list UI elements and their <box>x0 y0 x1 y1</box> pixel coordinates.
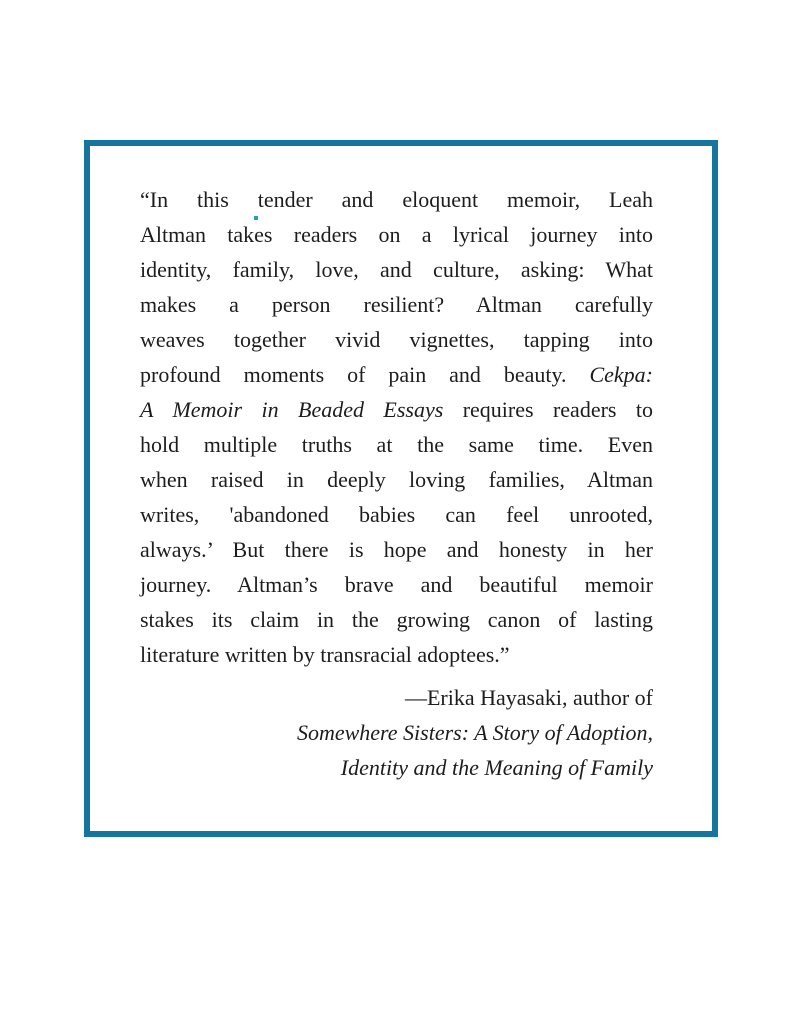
quote-line <box>140 252 653 287</box>
quote-text: weaves together vivid vignettes, tapping into <box>140 327 653 352</box>
quote-line <box>140 427 653 462</box>
attribution-line: Somewhere Sisters: A Story of Adoption, <box>296 720 653 745</box>
quote-line <box>140 532 653 567</box>
quote-text: profound moments of pain and beauty. <box>140 362 590 387</box>
quote-text: hold multiple truths at the same time. Even <box>140 432 653 457</box>
quote-text: always.’ But there is hope and honesty in her <box>140 537 653 562</box>
quote-paragraph <box>140 182 653 672</box>
quote-text: when raised in deeply loving families, Altman <box>140 467 653 492</box>
quote-text: writes, 'abandoned babies can feel unrooted, <box>140 502 653 527</box>
quote-line <box>140 287 653 322</box>
attribution-line: —Erika Hayasaki, author of <box>404 685 653 710</box>
quote-text: stakes its claim in the growing canon of lasting <box>140 607 653 632</box>
quote-line <box>140 357 653 392</box>
quote-text: literature written by transracial adoptees.” <box>140 642 510 667</box>
book-title-italic: A Memoir in Beaded Essays <box>140 397 444 422</box>
quote-line <box>140 462 653 497</box>
quote-text: “In this tender and eloquent memoir, Leah <box>140 187 653 212</box>
attribution-line: Identity and the Meaning of Family <box>340 755 653 780</box>
quote-box <box>84 140 718 837</box>
quote-text: Altman takes readers on a lyrical journey into <box>140 222 653 247</box>
attribution <box>140 680 653 785</box>
quote-text: makes a person resilient? Altman carefully <box>140 292 653 317</box>
quote-line <box>140 637 653 672</box>
quote-line <box>140 182 653 217</box>
quote-text: requires readers to <box>443 397 653 422</box>
quote-text: journey. Altman’s brave and beautiful memoir <box>140 572 653 597</box>
quote-line <box>140 392 653 427</box>
quote-line <box>140 602 653 637</box>
quote-line <box>140 567 653 602</box>
quote-line <box>140 322 653 357</box>
book-title-italic: Cekpa: <box>589 362 653 387</box>
quote-text: identity, family, love, and culture, asking: What <box>140 257 653 282</box>
quote-line <box>140 217 653 252</box>
teal-speck <box>254 216 258 220</box>
quote-line <box>140 497 653 532</box>
